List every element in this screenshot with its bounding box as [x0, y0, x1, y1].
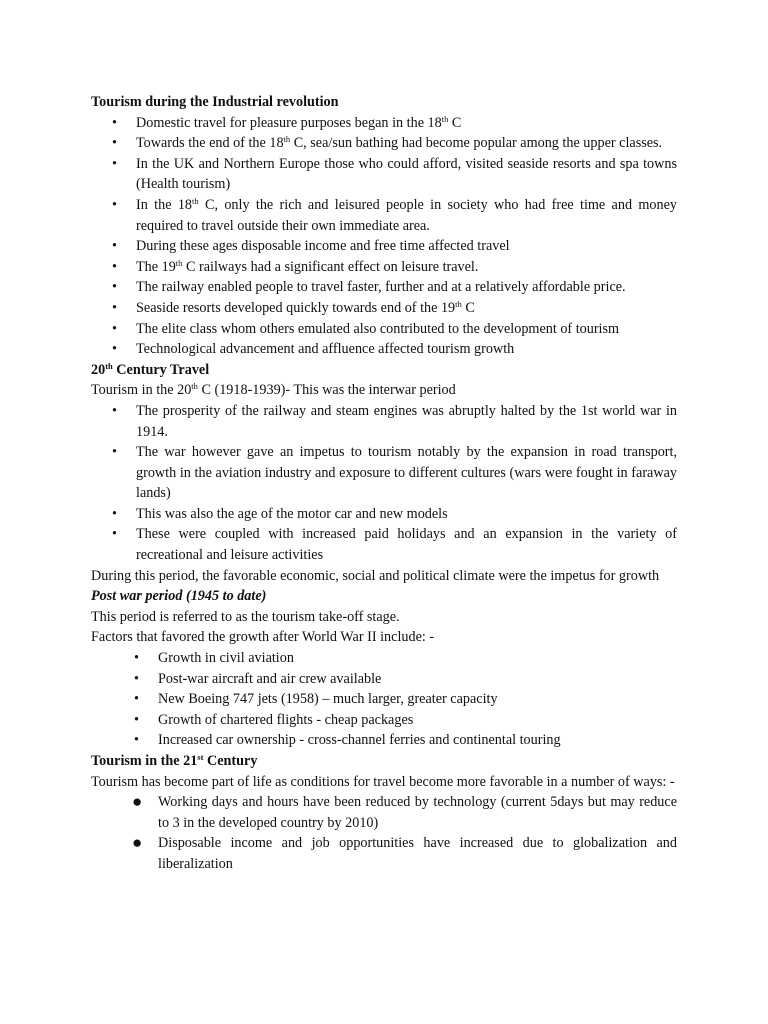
list-item: • The railway enabled people to travel faster, further and at a relatively affordable price.	[91, 277, 677, 298]
interwar-list	[91, 401, 677, 566]
bullet-icon: •	[134, 732, 139, 749]
list-item: • This was also the age of the motor car and new models	[91, 504, 677, 525]
section-heading-21st-century: Tourism in the 21st Century	[91, 752, 258, 769]
list-item: • The prosperity of the railway and steam engines was abruptly halted by the 1st world war in 1914.	[112, 402, 677, 440]
bullet-icon: •	[112, 299, 117, 316]
bullet-icon: •	[112, 341, 117, 358]
bullet-icon: •	[112, 505, 117, 522]
bullet-icon: •	[134, 650, 139, 667]
bullet-icon: ●	[132, 792, 143, 812]
list-item: • Technological advancement and affluence affected tourism growth	[91, 339, 677, 360]
post-war-line-1: This period is referred to as the tourism take-off stage.	[91, 608, 400, 625]
bullet-icon: •	[134, 670, 139, 687]
list-item: • In the UK and Northern Europe those who could afford, visited seaside resorts and spa towns (Health tourism)	[112, 155, 677, 193]
list-item: • Seaside resorts developed quickly towards end of the 19th C	[91, 298, 677, 319]
bullet-icon: •	[112, 444, 117, 461]
bullet-icon: •	[134, 711, 139, 728]
list-item: • During these ages disposable income and free time affected travel	[91, 236, 677, 257]
interwar-intro: Tourism in the 20th C (1918-1939)- This was the interwar period	[91, 381, 456, 399]
list-item: ● Disposable income and job opportunities have increased due to globalization and liberalization	[132, 833, 677, 872]
21st-century-intro: Tourism has become part of life as conditions for travel become more favorable in a number of ways: -	[91, 773, 675, 790]
list-item: • Growth of chartered flights - cheap packages	[91, 710, 677, 731]
list-item: • Domestic travel for pleasure purposes began in the 18th C	[91, 113, 677, 134]
bullet-icon: •	[112, 196, 117, 213]
interwar-closing: During this period, the favorable economic, social and political climate were the impetus for growth	[91, 567, 660, 584]
bullet-icon: •	[112, 526, 117, 543]
list-item: • The elite class whom others emulated also contributed to the development of tourism	[91, 319, 677, 340]
list-item: • The war however gave an impetus to tourism notably by the expansion in road transport, growth in the aviation industry and exposure to different cultures (wars were fought in faraway lands)	[112, 444, 677, 502]
section-heading-20th-century: 20th Century Travel	[91, 360, 210, 378]
list-item: • New Boeing 747 jets (1958) – much larger, greater capacity	[91, 689, 677, 710]
list-item: • In the 18th C, only the rich and leisured people in society who had free time and money required to travel outside their own immediate area.	[112, 195, 677, 234]
post-war-line-2: Factors that favored the growth after World War II include: -	[91, 629, 435, 646]
list-item: • The 19th C railways had a significant effect on leisure travel.	[91, 257, 677, 278]
21st-century-list	[91, 792, 677, 874]
list-item: • Post-war aircraft and air crew available	[91, 669, 677, 690]
list-item: • Towards the end of the 18th C, sea/sun bathing had become popular among the upper classes.	[91, 133, 677, 154]
bullet-icon: •	[112, 238, 117, 255]
bullet-icon: •	[112, 114, 117, 131]
list-item: • These were coupled with increased paid holidays and an expansion in the variety of recreational and leisure activities	[112, 526, 677, 564]
bullet-icon: •	[112, 320, 117, 337]
document-body	[91, 92, 677, 875]
bullet-icon: ●	[132, 833, 143, 853]
list-item: • Growth in civil aviation	[91, 648, 677, 669]
bullet-icon: •	[134, 691, 139, 708]
bullet-icon: •	[112, 135, 117, 152]
section-heading-industrial-revolution: Tourism during the Industrial revolution	[91, 94, 339, 110]
bullet-icon: •	[112, 279, 117, 296]
bullet-icon: •	[112, 402, 117, 419]
bullet-icon: •	[112, 155, 117, 172]
list-item: • Increased car ownership - cross-channel ferries and continental touring	[91, 730, 677, 751]
industrial-revolution-list	[91, 113, 677, 360]
section-heading-post-war: Post war period (1945 to date)	[91, 588, 267, 605]
post-war-list	[91, 648, 677, 751]
list-item: ● Working days and hours have been reduced by technology (current 5days but may reduce to 3 in the developed country by 2010)	[132, 792, 677, 831]
bullet-icon: •	[112, 258, 117, 275]
